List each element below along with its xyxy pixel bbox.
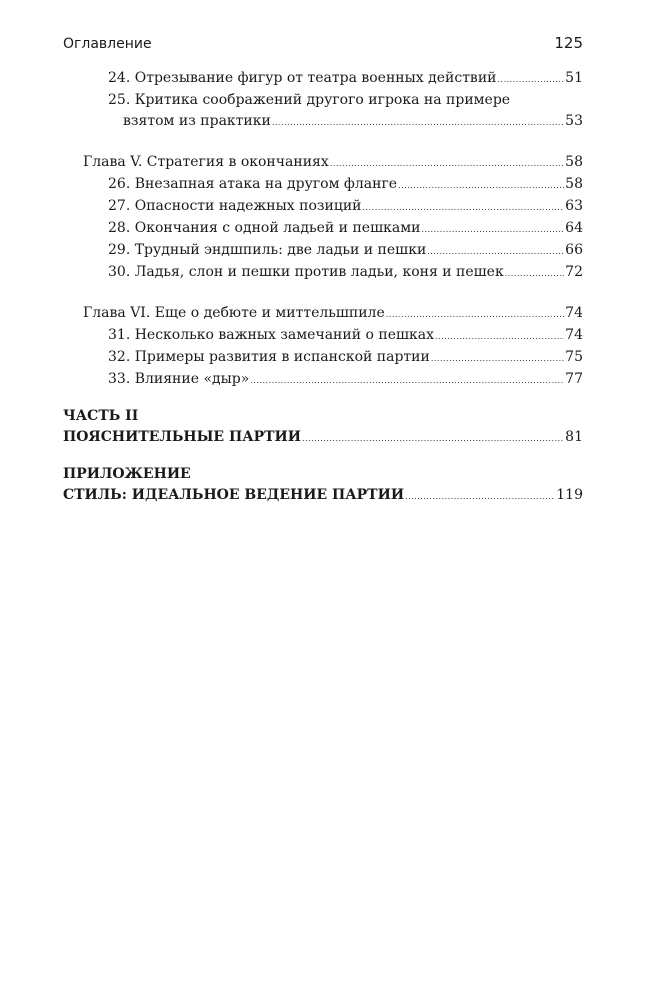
toc-entry-label: 28. Окончания с одной ладьей и пешками [108,220,421,236]
toc-part-page: 81 [565,429,583,445]
toc-entry-29[interactable] [63,240,583,262]
toc-appendix-label: СТИЛЬ: ИДЕАЛЬНОЕ ВЕДЕНИЕ ПАРТИИ [63,487,405,503]
toc-entry-25[interactable] [63,111,583,133]
toc-entry-label: 27. Опасности надежных позиций [108,198,362,214]
toc-appendix[interactable] [63,485,583,507]
dot-leader [363,197,565,218]
toc-entry-page: 64 [565,220,583,236]
toc-entry-page: 77 [565,371,583,387]
toc-chapter-6[interactable] [63,303,583,325]
dot-leader [330,153,564,174]
toc-entry-page: 51 [565,70,583,86]
toc-entry-28[interactable] [63,218,583,240]
toc-entry-page: 72 [565,264,583,280]
toc-entry-page: 66 [565,242,583,258]
toc-entry-page: 58 [565,176,583,192]
toc-entry-label: 33. Влияние «дыр» [108,371,250,387]
toc-entry-26[interactable] [63,174,583,196]
toc-chapter-label: Глава VI. Еще о дебюте и миттельшпиле [83,305,385,321]
dot-leader [398,175,564,196]
dot-leader [505,263,564,284]
dot-leader [435,326,564,347]
dot-leader [302,428,564,449]
toc-part-2-heading[interactable]: ЧАСТЬ II [63,408,139,424]
toc-chapter-page: 74 [565,305,583,321]
toc-entry-31[interactable] [63,325,583,347]
toc-entry-label: 26. Внезапная атака на другом фланге [108,176,398,192]
toc-part-2[interactable] [63,427,583,449]
toc-entry-25-line1[interactable]: 25. Критика соображений другого игрока на примере [108,92,511,108]
dot-leader [431,348,564,369]
dot-leader [427,241,564,262]
toc-entry-label: 30. Ладья, слон и пешки против ладьи, коня и пешек [108,264,504,280]
dot-leader [497,69,564,90]
dot-leader [386,304,564,325]
toc-chapter-label: Глава V. Стратегия в окончаниях [83,154,329,170]
toc-entry-33[interactable] [63,369,583,391]
toc-entry-label: взятом из практики [123,113,271,129]
table-of-contents [63,68,583,507]
toc-appendix-page: 119 [556,487,583,503]
toc-entry-page: 74 [565,327,583,343]
dot-leader [405,486,555,507]
toc-entry-27[interactable] [63,196,583,218]
toc-entry-32[interactable] [63,347,583,369]
toc-chapter-5[interactable] [63,152,583,174]
toc-entry-label: 24. Отрезывание фигур от театра военных действий [108,70,497,86]
toc-entry-label: 32. Примеры развития в испанской партии [108,349,430,365]
toc-entry-24[interactable] [63,68,583,90]
toc-entry-page: 53 [565,113,583,129]
toc-entry-page: 75 [565,349,583,365]
header-page-number: 125 [554,34,583,52]
dot-leader [421,219,564,240]
running-header [63,34,583,52]
toc-entry-label: 29. Трудный эндшпиль: две ладьи и пешки [108,242,427,258]
dot-leader [272,112,564,133]
dot-leader [250,370,564,391]
toc-entry-30[interactable] [63,262,583,284]
toc-chapter-page: 58 [565,154,583,170]
toc-entry-page: 63 [565,198,583,214]
toc-appendix-heading[interactable]: ПРИЛОЖЕНИЕ [63,466,191,482]
toc-part-label: ПОЯСНИТЕЛЬНЫЕ ПАРТИИ [63,429,301,445]
header-title: Оглавление [63,36,152,52]
toc-entry-label: 31. Несколько важных замечаний о пешках [108,327,435,343]
